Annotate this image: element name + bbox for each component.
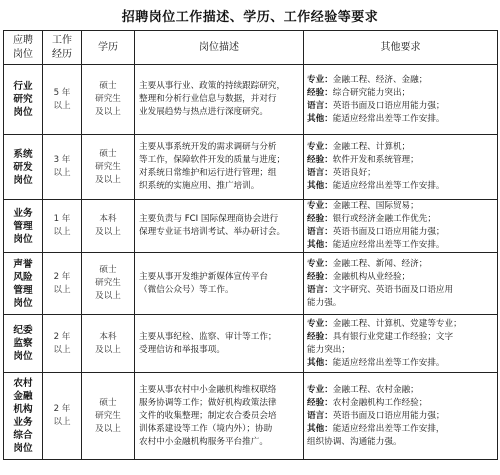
description-line: 织系统的实施应用、推广培训。 <box>139 181 260 191</box>
position-text: 管理 <box>13 220 33 232</box>
requirement-label: 其他： <box>307 181 333 191</box>
requirement-line <box>307 226 494 239</box>
requirement-line <box>307 297 494 310</box>
position-text: 研究 <box>13 94 33 105</box>
requirement-text: 能适应经常出差等工作安排。 <box>332 113 445 124</box>
description-line: 主要负责与 FCI 国际保理商协会进行 <box>139 214 279 224</box>
position-text: 监察 <box>13 338 33 349</box>
position-text: 岗位 <box>13 351 33 362</box>
header-education: 学历 <box>82 31 135 65</box>
requirement-text: 金融工程、新闻、经济； <box>332 258 428 269</box>
education-text: 本科 <box>99 331 117 342</box>
education-text: 研究生 <box>95 94 121 104</box>
description-line: 等工作，保障软件开发的质量与进度； <box>139 155 286 165</box>
experience-text: 以上 <box>53 168 71 178</box>
requirement-line <box>307 397 494 410</box>
position-cell <box>4 135 43 200</box>
description-cell <box>135 135 304 200</box>
position-text: 声誉 <box>13 258 33 270</box>
header-description: 岗位描述 <box>135 31 304 65</box>
requirement-text: 具有银行业党建工作经验；文字 <box>332 331 454 342</box>
requirement-line <box>307 87 494 100</box>
requirement-label: 经验： <box>307 214 333 224</box>
requirement-line <box>307 284 494 297</box>
education-text: 硕士 <box>99 81 117 91</box>
description-line: 主要从事系统开发的需求调研与分析 <box>139 142 277 152</box>
experience-cell <box>43 373 82 460</box>
requirement-text: 综合研究能力突出； <box>332 87 411 98</box>
requirement-text: 金融工程、经济、金融； <box>332 74 428 85</box>
requirement-text: 农村金融机构工作经验； <box>332 397 428 408</box>
requirement-label: 语言： <box>307 227 333 237</box>
table-row <box>4 200 498 253</box>
experience-text: 1 年 <box>53 214 71 224</box>
requirement-label: 专业： <box>307 384 333 395</box>
description-cell <box>135 315 304 373</box>
requirement-line <box>307 331 494 344</box>
requirement-label: 专业： <box>307 318 333 329</box>
requirement-text: 软件开发和系统管理； <box>332 155 419 165</box>
table-row <box>4 315 498 373</box>
position-text: 岗位 <box>13 233 33 245</box>
position-cell <box>4 253 43 315</box>
position-text: 业务 <box>13 417 33 428</box>
education-text: 及以上 <box>95 423 121 434</box>
position-text: 机构 <box>13 404 33 415</box>
requirements-cell <box>304 200 498 253</box>
education-cell <box>82 373 135 460</box>
description-line: 农村中小金融机构服务平台推广。 <box>139 436 268 447</box>
requirement-line <box>307 213 494 226</box>
position-text: 管理 <box>13 284 33 296</box>
page-title: 招聘岗位工作描述、学历、工作经验等要求 <box>121 10 379 25</box>
experience-text: 3 年 <box>53 155 71 165</box>
requirement-label: 语言： <box>307 168 333 178</box>
requirements-cell <box>304 253 498 315</box>
requirement-text: 能力强。 <box>307 297 342 308</box>
requirement-label: 专业： <box>307 201 333 211</box>
experience-text: 2 年 <box>53 331 71 342</box>
requirement-text: 组织协调、沟通能力强。 <box>307 436 402 447</box>
education-text: 及以上 <box>95 291 121 301</box>
position-text: 岗位 <box>13 297 33 309</box>
education-text: 硕士 <box>99 265 117 275</box>
requirement-text: 能适应经常出差等工作安排。 <box>332 181 445 191</box>
requirement-label: 经验： <box>307 397 333 408</box>
header-other: 其他要求 <box>304 31 498 65</box>
description-line: 训体系建设等工作（境内外）；协助 <box>139 423 273 434</box>
requirement-label: 专业： <box>307 142 333 152</box>
description-line: 对系统日常维护和运行进行管理；组 <box>139 168 277 178</box>
position-text: 研发 <box>13 161 33 173</box>
requirement-text: 英语良好； <box>332 168 376 178</box>
description-cell <box>135 65 304 135</box>
requirement-text: 金融工程、国际贸易； <box>332 201 419 211</box>
requirement-line <box>307 200 494 213</box>
requirement-text: 英语书面及口语应用能力强； <box>332 227 445 237</box>
requirement-line <box>307 239 494 252</box>
education-text: 硕士 <box>99 148 117 159</box>
description-line: 保理专业证书培训考试、举办研讨会。 <box>139 227 286 237</box>
education-cell <box>82 200 135 253</box>
position-cell <box>4 200 43 253</box>
position-text: 金融 <box>13 391 33 402</box>
position-cell <box>4 373 43 460</box>
education-text: 研究生 <box>95 278 121 288</box>
requirement-label: 语言： <box>307 284 333 295</box>
requirement-text: 金融机构从业经验； <box>332 271 411 282</box>
description-line: （微信公众号）等工作。 <box>139 284 234 295</box>
requirements-cell <box>304 135 498 200</box>
experience-text: 以上 <box>53 417 71 427</box>
experience-text: 5 年 <box>53 87 71 98</box>
table-row <box>4 65 498 135</box>
description-line: 主要从事农村中小金融机构维权联络 <box>139 384 277 395</box>
requirement-line <box>307 100 494 113</box>
requirement-line <box>307 113 494 126</box>
description-cell <box>135 373 304 460</box>
requirement-label: 经验： <box>307 271 333 282</box>
description-line: 受理信访和举报事项。 <box>139 344 225 355</box>
requirements-cell <box>304 315 498 373</box>
description-line: 主要从事行业、政策的持续跟踪研究， <box>139 81 286 91</box>
requirement-line <box>307 258 494 271</box>
requirement-line <box>307 141 494 154</box>
requirements-table <box>3 30 498 460</box>
requirement-text: 金融工程、计算机； <box>332 142 411 152</box>
requirements-cell <box>304 65 498 135</box>
requirement-line <box>307 344 494 357</box>
position-text: 业务 <box>13 207 33 219</box>
education-text: 研究生 <box>95 410 121 421</box>
description-cell <box>135 253 304 315</box>
requirement-label: 经验： <box>307 331 333 342</box>
header-experience: 工作 经历 <box>43 31 82 65</box>
requirement-label: 其他： <box>307 357 333 368</box>
education-text: 研究生 <box>95 161 121 172</box>
requirement-label: 其他： <box>307 423 333 434</box>
description-line: 业发展趋势与热点进行深度研究。 <box>139 107 268 117</box>
position-text: 纪委 <box>13 325 33 336</box>
requirement-line <box>307 167 494 180</box>
requirement-label: 其他： <box>307 240 333 250</box>
requirement-text: 金融工程、计算机、党建等专业； <box>332 318 462 329</box>
position-text: 岗位 <box>13 174 33 186</box>
description-cell <box>135 200 304 253</box>
experience-text: 以上 <box>53 344 71 355</box>
position-text: 农村 <box>13 378 33 389</box>
description-line: 文件的收集整理；制定农合委员会培 <box>139 410 277 421</box>
requirement-text: 能适应经常出差等工作安排。 <box>332 240 445 250</box>
description-line: 主要从事开发维护新媒体宣传平台 <box>139 271 268 282</box>
requirement-line <box>307 318 494 331</box>
requirement-label: 专业： <box>307 74 333 85</box>
requirement-line <box>307 357 494 370</box>
header-row <box>4 31 498 65</box>
requirement-label: 语言： <box>307 100 333 111</box>
requirement-text: 能适应经常出差等工作安排， <box>332 423 445 434</box>
position-text: 系统 <box>13 148 33 160</box>
requirement-text: 英语书面及口语应用能力强； <box>332 410 445 421</box>
header-position: 应聘 岗位 <box>4 31 43 65</box>
position-text: 岗位 <box>13 107 33 118</box>
description-line: 主要从事纪检、监察、审计等工作； <box>139 331 277 342</box>
education-text: 及以上 <box>95 344 121 355</box>
education-cell <box>82 65 135 135</box>
experience-cell <box>43 253 82 315</box>
education-text: 及以上 <box>95 107 121 117</box>
requirement-line <box>307 271 494 284</box>
requirement-line <box>307 423 494 436</box>
description-line: 服务协调等工作；做好机构政策法律 <box>139 397 277 408</box>
education-cell <box>82 135 135 200</box>
requirement-line <box>307 154 494 167</box>
requirement-line <box>307 436 494 449</box>
requirement-line <box>307 180 494 193</box>
table-row <box>4 135 498 200</box>
experience-text: 以上 <box>53 227 71 237</box>
experience-text: 2 年 <box>53 404 71 414</box>
position-cell <box>4 65 43 135</box>
education-cell <box>82 253 135 315</box>
requirement-text: 能适应经常出差等工作安排。 <box>332 357 445 368</box>
position-text: 行业 <box>13 81 33 92</box>
position-text: 综合 <box>13 430 33 441</box>
requirement-text: 能力突出； <box>307 344 350 355</box>
requirements-cell <box>304 373 498 460</box>
requirement-line <box>307 384 494 397</box>
requirement-line <box>307 410 494 423</box>
requirement-text: 文字研究、英语书面及口语应用 <box>332 284 454 295</box>
education-text: 硕士 <box>99 397 117 408</box>
education-cell <box>82 315 135 373</box>
requirement-line <box>307 74 494 87</box>
table-row <box>4 373 498 460</box>
education-text: 本科 <box>99 214 117 224</box>
requirement-label: 语言： <box>307 410 333 421</box>
position-cell <box>4 315 43 373</box>
requirement-text: 金融工程、农村金融； <box>332 384 419 395</box>
education-text: 及以上 <box>95 227 121 237</box>
experience-cell <box>43 135 82 200</box>
position-text: 岗位 <box>13 443 33 454</box>
requirement-label: 其他： <box>307 113 333 124</box>
experience-text: 2 年 <box>53 271 71 282</box>
description-line: 整理和分析行业信息与数据，并对行 <box>139 94 277 104</box>
requirement-label: 经验： <box>307 87 333 98</box>
table-row <box>4 253 498 315</box>
education-text: 及以上 <box>95 174 121 185</box>
experience-text: 以上 <box>53 100 71 111</box>
experience-cell <box>43 200 82 253</box>
requirement-label: 经验： <box>307 155 333 165</box>
experience-text: 以上 <box>53 284 71 295</box>
requirement-text: 英语书面及口语应用能力强； <box>332 100 445 111</box>
requirement-text: 银行或经济金融工作优先； <box>332 214 436 224</box>
experience-cell <box>43 315 82 373</box>
experience-cell <box>43 65 82 135</box>
requirement-label: 专业： <box>307 258 333 269</box>
position-text: 风险 <box>13 271 33 283</box>
